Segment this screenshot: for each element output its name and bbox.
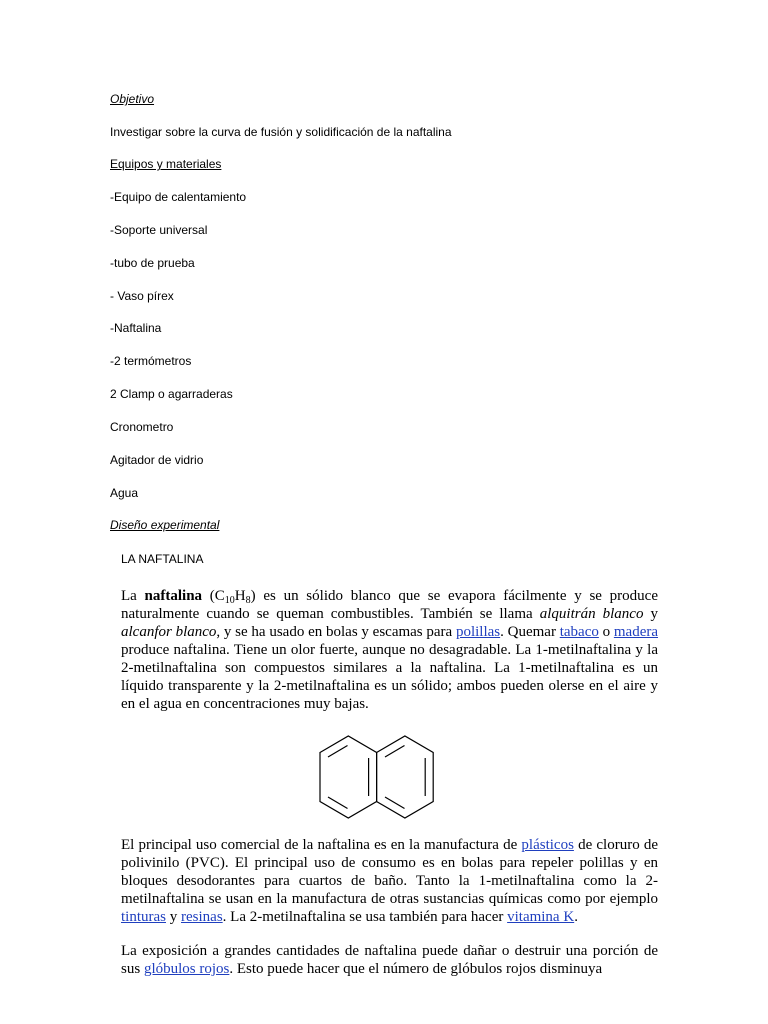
link-madera[interactable]: madera: [613, 624, 659, 640]
text-span: , y se ha usado en bolas y escamas para: [216, 624, 456, 640]
link-tabaco[interactable]: tabaco: [559, 624, 599, 640]
link-vitamina-k[interactable]: vitamina K: [507, 909, 575, 925]
italic-term: alquitrán blanco: [539, 606, 644, 622]
link-resinas[interactable]: resinas: [181, 909, 223, 925]
paragraph-usos: [121, 836, 658, 926]
text-span: H: [234, 588, 246, 604]
subscript: 10: [224, 595, 235, 606]
text-span: ) es un sólido blanco que se evapora fácilmente y se produce naturalmente cuando se queman combustibles. También se llama: [121, 588, 658, 622]
text-span: La exposición a grandes cantidades de naftalina puede dañar o destruir una porción de sus: [121, 943, 658, 977]
text-span: . La 2-metilnaftalina se usa también para hacer: [222, 909, 508, 925]
material-item: -tubo de prueba: [110, 256, 195, 270]
material-item: - Vaso pírex: [110, 289, 174, 303]
text-span: La: [121, 588, 145, 604]
text-span: y: [166, 909, 181, 925]
material-item: Agitador de vidrio: [110, 453, 204, 467]
material-item: 2 Clamp o agarraderas: [110, 387, 233, 401]
bold-term: naftalina: [144, 588, 203, 604]
text-span: . Esto puede hacer que el número de glóbulos rojos disminuya: [229, 961, 603, 977]
heading-diseno: Diseño experimental: [110, 518, 220, 532]
link-plasticos[interactable]: plásticos: [521, 837, 574, 853]
objetivo-text: Investigar sobre la curva de fusión y solidificación de la naftalina: [110, 125, 452, 139]
paragraph-exposicion: [121, 942, 658, 978]
text-span: de cloruro de polivinilo (PVC). El principal uso de consumo es en bolas para repeler polillas y en bloques desodorantes para cuartos de baño. Tanto la 1-metilnaftalina como la 2-metilnaftalina se usan en la manufactura de otras sustancias químicas como por ejemplo: [121, 837, 658, 907]
material-item: -2 termómetros: [110, 354, 192, 368]
link-tinturas[interactable]: tinturas: [121, 909, 166, 925]
section-title: LA NAFTALINA: [121, 552, 204, 566]
link-globulos-rojos[interactable]: glóbulos rojos: [143, 961, 230, 977]
text-span: (C: [202, 588, 225, 604]
heading-equipos: Equipos y materiales: [110, 157, 222, 171]
link-polillas[interactable]: polillas: [455, 624, 501, 640]
text-span: El principal uso comercial de la naftalina es en la manufactura de: [121, 837, 522, 853]
italic-term: alcanfor blanco: [121, 624, 217, 640]
material-item: -Equipo de calentamiento: [110, 190, 247, 204]
text-span: . Quemar: [500, 624, 560, 640]
text-span: produce naftalina. Tiene un olor fuerte, aunque no desagradable. La 1-metilnaftalina y la 2-metilnaftalina son compuestos similares a la naftalina. La 1-metilnaftalina es un líquido transparente y la 2-metilnaftalina es un sólido; ambos pueden olerse en el aire y en el agua en concentraciones muy bajas.: [121, 642, 658, 712]
material-item: -Naftalina: [110, 321, 162, 335]
text-span: .: [574, 909, 578, 925]
paragraph-naftalina-intro: [121, 587, 658, 713]
material-item: Cronometro: [110, 420, 174, 434]
naphthalene-structure: [314, 728, 466, 826]
text-span: y: [643, 606, 659, 622]
text-span: o: [598, 624, 614, 640]
material-item: -Soporte universal: [110, 223, 208, 237]
material-item: Agua: [110, 486, 139, 500]
heading-objetivo: Objetivo: [110, 92, 155, 106]
subscript: 8: [245, 595, 251, 606]
